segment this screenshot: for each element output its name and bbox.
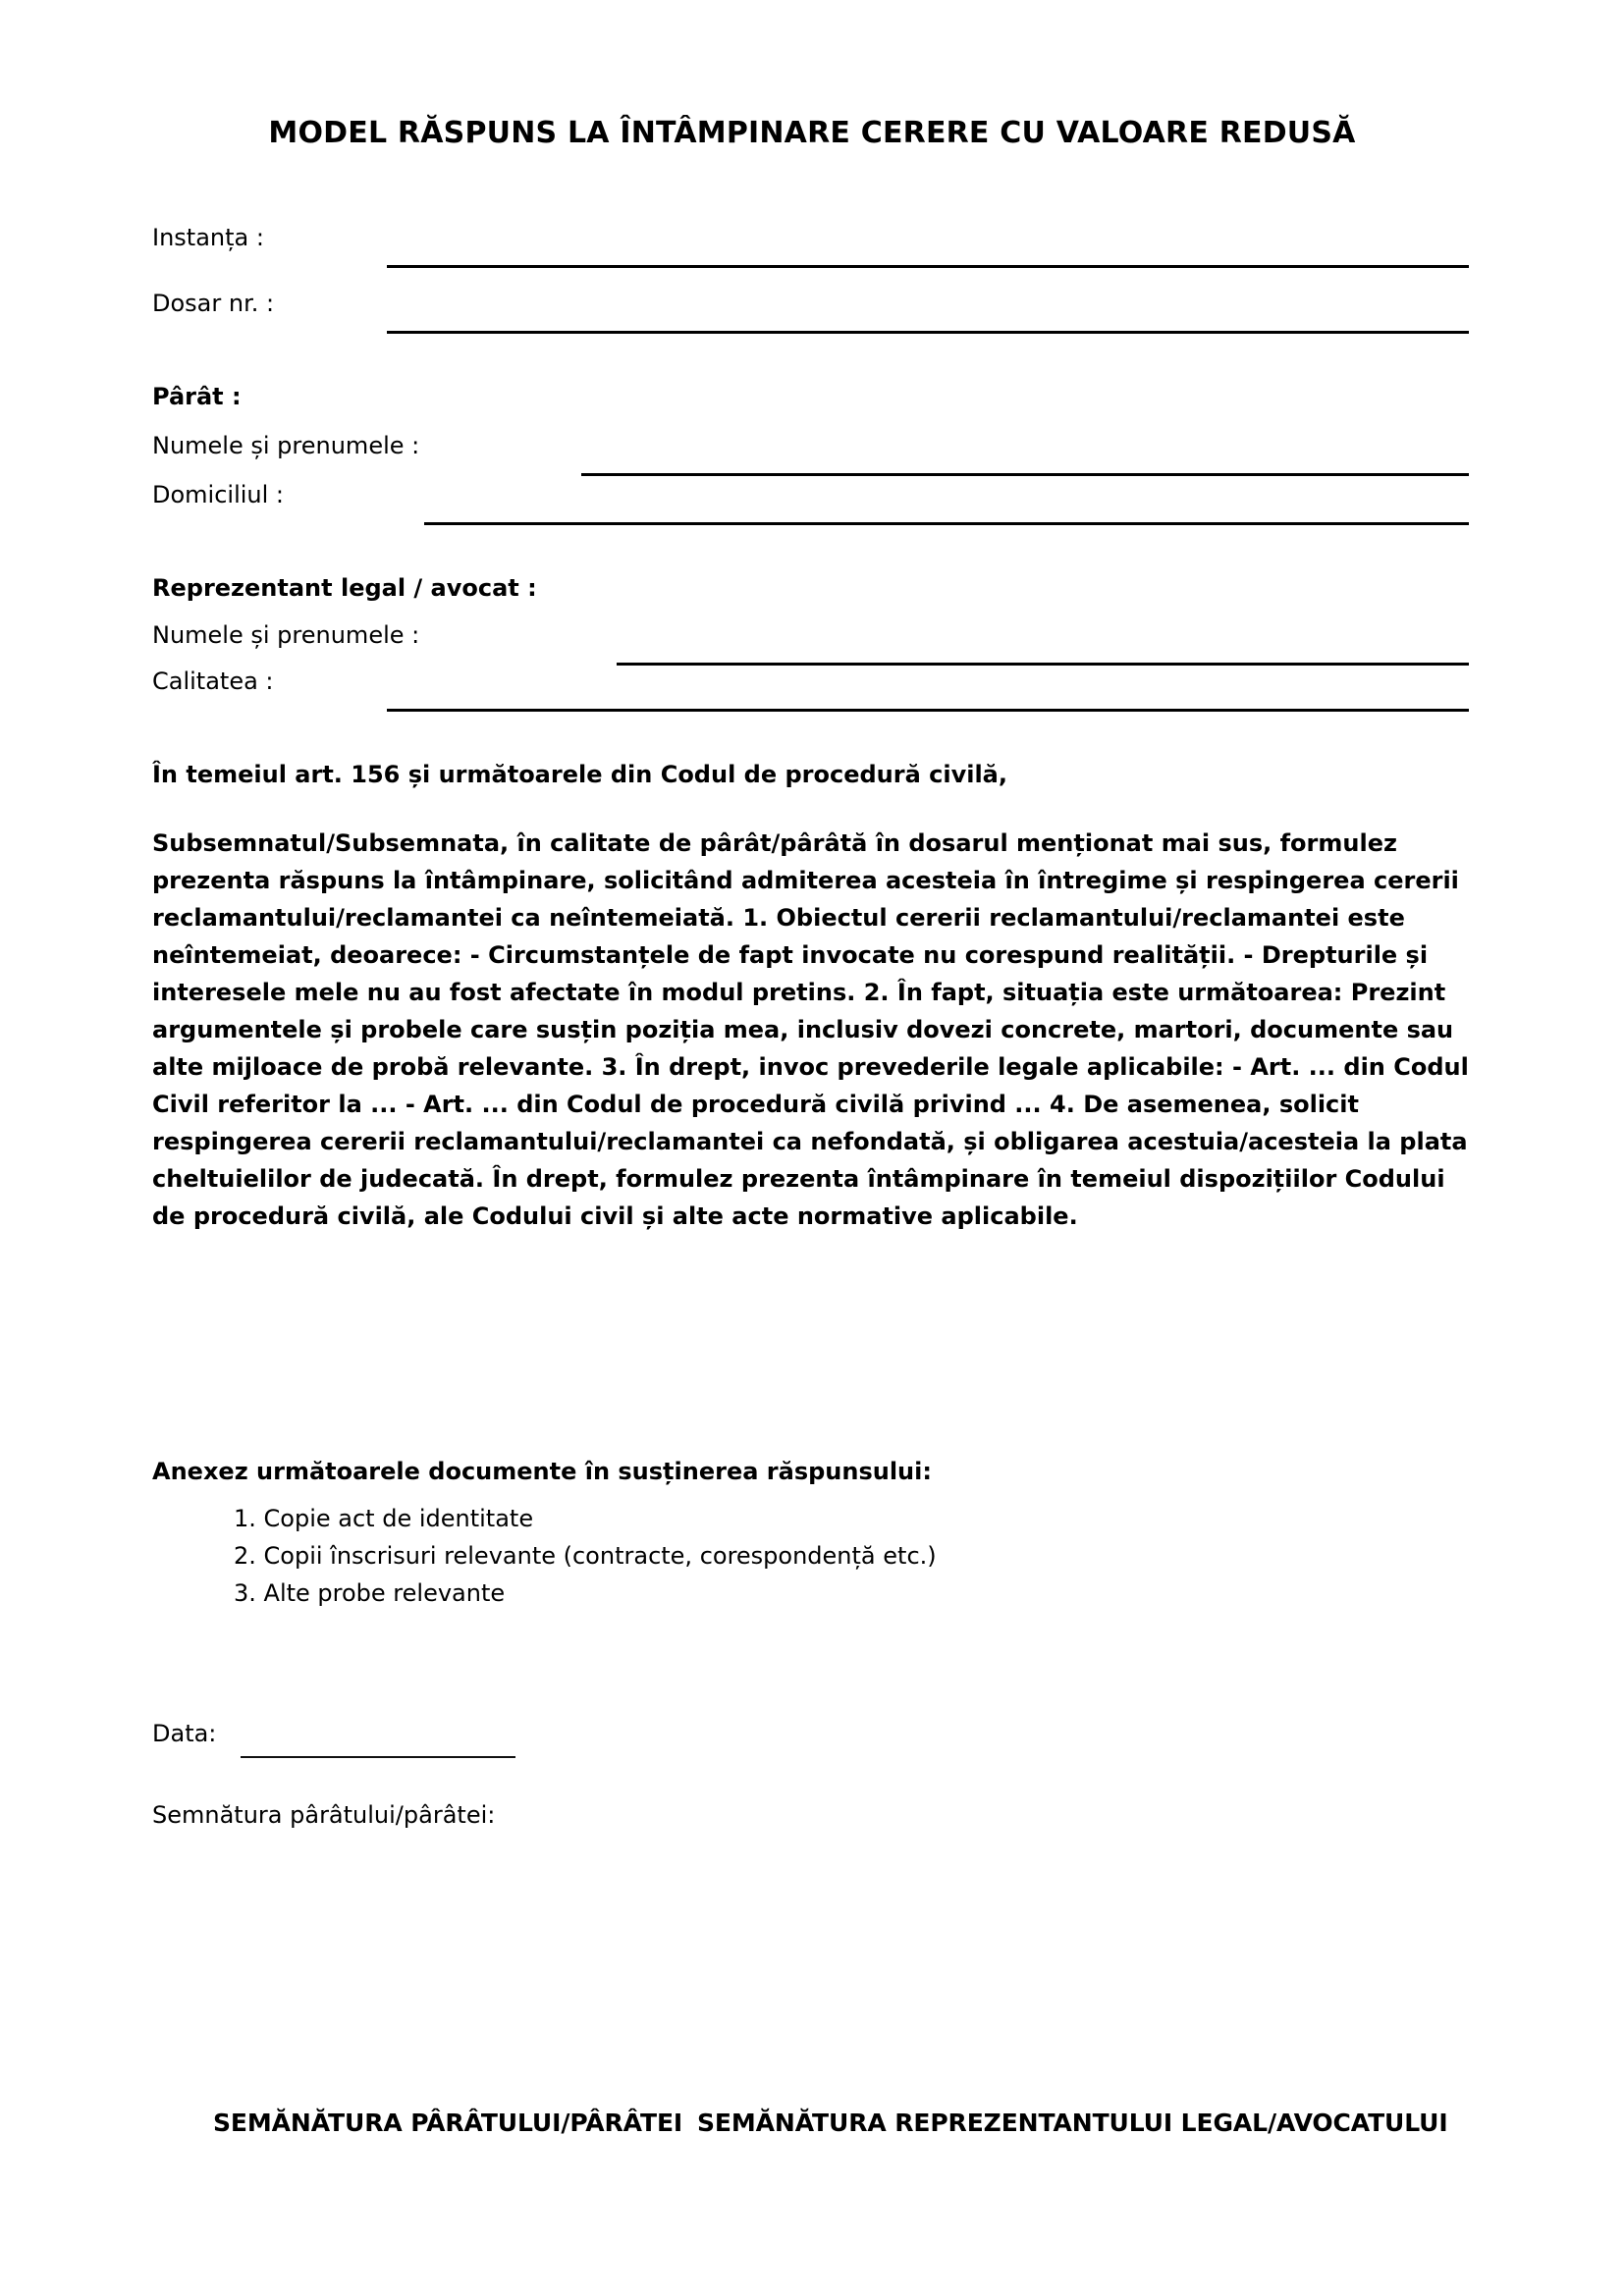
parat-section-heading: Pârât : [152,383,242,410]
main-body-paragraph: Subsemnatul/Subsemnata, în calitate de pârât/pârâtă în dosarul menționat mai sus, formulez prezenta răspuns la întâmpinare, solicitând admiterea acesteia în întregime și respingerea cererii reclamantului/reclamantei ca neîntemeiată. 1. Obiectul cererii reclamantului/reclamantei este neîntemeiat, deoarece: - Circumstanțele de fapt invocate nu corespund realității. - Drepturile și interesele mele nu au fost afectate în modul pretins. 2. În fapt, situația este următoarea: Prezint argumentele și probele care susțin poziția mea, inclusiv dovezi concrete, martori, documente sau alte mijloace de probă relevante. 3. În drept, invoc prevederile legale aplicabile: - Art. ... din Codul Civil referitor la ... - Art. ... din Codul de procedură civilă privind ... 4. De asemenea, solicit respingerea cererii reclamantului/reclamantei ca nefondată, și obligarea acestuia/acesteia la plata cheltuielilor de judecată. În drept, formulez prezenta întâmpinare în temeiul dispozițiilor Codului de procedură civilă, ale Codului civil și alte acte normative aplicabile. [152,829,1469,1230]
field-row-instanta [152,224,264,263]
signature-row [152,1801,495,1829]
field-row-reprezentant-name [152,621,419,661]
parat-address-label: Domiciliul : [152,481,285,508]
page-title: MODEL RĂSPUNS LA ÎNTÂMPINARE CERERE CU VALOARE REDUSĂ [268,116,1356,150]
parat-address-input-rule[interactable] [424,522,1469,525]
field-row-parat-address [152,481,284,520]
instanta-label: Instanța : [152,224,264,251]
dosar-label: Dosar nr. : [152,290,275,317]
dosar-input-rule[interactable] [387,331,1469,334]
list-item: 3. Alte probe relevante [234,1579,506,1607]
reprezentant-quality-input-rule[interactable] [387,709,1469,712]
list-item: 2. Copii înscrisuri relevante (contracte, corespondență etc.) [234,1542,937,1570]
legal-basis-paragraph: În temeiul art. 156 și următoarele din Codul de procedură civilă, [152,761,1007,788]
instanta-input-rule[interactable] [387,265,1469,268]
footer-signature-representative: SEMĂNĂTURA REPREZENTANTULUI LEGAL/AVOCATULUI [697,2109,1448,2137]
reprezentant-section-heading: Reprezentant legal / avocat : [152,574,537,602]
parat-name-label: Numele și prenumele : [152,432,420,459]
date-input-rule[interactable] [241,1756,515,1758]
field-row-parat-name [152,432,419,471]
annex-heading: Anexez următoarele documente în susținerea răspunsului: [152,1458,932,1485]
parat-name-input-rule[interactable] [581,473,1469,476]
list-item: 1. Copie act de identitate [234,1505,534,1532]
reprezentant-name-label: Numele și prenumele : [152,621,420,649]
reprezentant-name-input-rule[interactable] [617,663,1469,666]
field-row-reprezentant-quality [152,667,274,707]
reprezentant-quality-label: Calitatea : [152,667,274,695]
footer-signature-party: SEMĂNĂTURA PÂRÂTULUI/PÂRÂTEI [213,2109,683,2137]
signature-label: Semnătura pârâtului/pârâtei: [152,1801,496,1829]
field-row-dosar [152,290,274,329]
date-row [152,1720,216,1747]
date-label: Data: [152,1720,217,1747]
annex-list [234,1500,937,1612]
